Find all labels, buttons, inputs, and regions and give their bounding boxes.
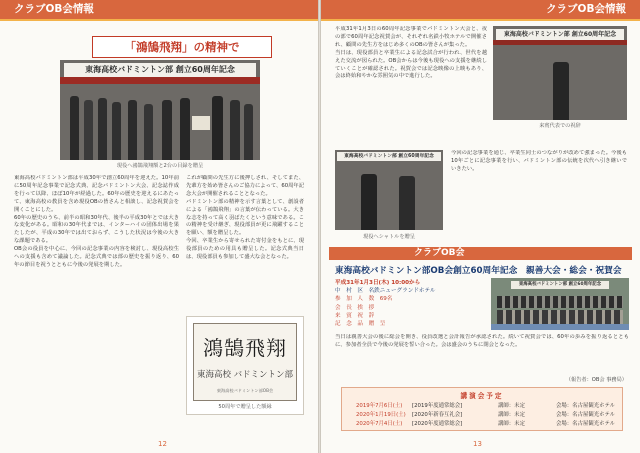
right-photo2-caption: 現役へシャトルを贈呈 — [363, 234, 415, 240]
schedule-speaker: 講師：未定 — [498, 421, 525, 427]
left-headline: 「鴻鵠飛翔」の精神で — [124, 40, 240, 54]
right-header-band: クラブOB会情報 — [321, 0, 640, 19]
schedule-venue: 会場：名古屋観光ホテル — [556, 403, 616, 409]
body-paragraph: 今回の記念事業を通じ、卒業生同士のつながりが改めて強まった。今後も10年ごとに記念事業を行い、バドミントン部の伝統を次代へ引き継いでいきたい。 — [451, 150, 627, 172]
person-figure — [84, 100, 93, 160]
left-photo-caption: 現役へ鴻鵠飛翔額と2台の目録を贈呈 — [116, 163, 204, 169]
schedule-venue: 会場：名古屋観光ホテル — [556, 421, 616, 427]
group-row-front — [497, 310, 623, 324]
person-figure — [361, 174, 377, 230]
right-photo1-caption: 来賓代表での祝辞 — [539, 123, 581, 129]
body-paragraph: 平成31年1月3日の60周年記念事業でバドミントン大会と、夜の部で60周年記念祝賀会が、それぞれ名鉄小牧ホテルで開催され、顧問の先生方をはじめ多くのOBの皆さんが集った。 — [335, 26, 487, 48]
calligraphy-frame — [186, 316, 304, 415]
body-paragraph: OB会の役員を中心に、今回の記念事業の内容を検討し、現役高校生への支援も含めて議論した。記念式典では部の歴史を振り返り、60年の節目を祝うとともに今後の発展を期した。 — [14, 246, 179, 268]
person-figure — [70, 96, 79, 160]
right-report-text — [335, 334, 629, 374]
schedule-row — [356, 410, 615, 418]
person-figure — [144, 104, 153, 160]
event-gift: 記 念 品 贈 呈 — [335, 321, 386, 328]
left-page-number: 12 — [158, 440, 167, 448]
schedule-row — [356, 401, 615, 409]
left-header-band: クラブOB会情報 — [0, 0, 318, 19]
body-paragraph: 今回、卒業生から寄せられた寄付金をもとに、現役部員のための用具も贈呈した。記念式典当日は、現役部員も参加して盛大な会となった。 — [186, 238, 304, 261]
left-photo-banner: 東海高校バドミントン部 創立60周年記念 — [64, 63, 256, 77]
section-band: クラブOB会 — [329, 247, 632, 260]
body-paragraph: 東海高校バドミントン部は平成30年で創立60周年を迎えた。10年前に50周年記念事業で記念式典、記念バドミントン大会、記念誌作成を行って以降、ほぼ10年が経過した。60年の歴史を迎えるにあたって、東海高校の教員を含め現役OBの皆さんと相談し、記念祝賀会を開くことにした。 — [14, 175, 179, 213]
right-group-photo — [491, 278, 629, 330]
person-figure — [162, 100, 172, 160]
report-paragraph: 当日は親善大会の後に総会を開き、役員改選と会計報告が承認された。続いて祝賀会では、60年の歩みを振り返るとともに、参加者全員で今後の発展を誓い合った。会は盛会のうちに閉会となった。 — [335, 334, 629, 348]
schedule-date: 2019年7月6日(土) — [356, 403, 403, 409]
curtain — [60, 77, 260, 84]
schedule-date: 2020年1月19日(土) — [356, 412, 406, 418]
right-photo-speaker — [493, 26, 627, 120]
right-page — [321, 0, 640, 453]
schedule-box — [341, 387, 623, 431]
event-venue: 中 村 区 名鉄ニューグランドホテル — [335, 288, 436, 295]
schedule-event: [2020年度通常総会] — [412, 421, 463, 427]
left-body-column-2 — [186, 175, 304, 313]
right-photo2-banner: 東海高校バドミントン部 創立60周年記念 — [337, 152, 441, 161]
carpet — [491, 324, 629, 330]
speaker-figure — [553, 62, 569, 120]
calligraphy-main-text: 鴻鵠飛翔 — [203, 336, 287, 360]
schedule-speaker: 講師：未定 — [498, 412, 525, 418]
right-page-number: 13 — [473, 440, 482, 448]
person-figure — [128, 100, 137, 160]
person-figure — [180, 98, 190, 160]
schedule-speaker: 講師：未定 — [498, 403, 525, 409]
event-info — [335, 279, 485, 328]
schedule-date: 2020年7月4日(土) — [356, 421, 403, 427]
body-paragraph: バドミントン部の精神を示す言葉として、創設者による「鴻鵠飛翔」の言葉が伝わっている。大きな志を持って高く羽ばたくという意味である。この精神を受け継ぎ、現役部員が更に飛躍することを願い、額を贈呈した。 — [186, 198, 304, 237]
calligraphy-small-text: 東海高校バドミントン部OB会 — [216, 388, 274, 393]
headline-box — [92, 36, 272, 58]
person-figure — [98, 98, 107, 160]
body-paragraph: 60年の歴史のうち、前半の昭和30年代、後半の平成30年とでは大きな変化がある。昭和の30年代までは、インターハイの団体出場を果たしたが、平成の30年では出ておらず、こうした状況は今後の大きな課題である。 — [14, 214, 179, 245]
schedule-event: [2019年度通常総会] — [412, 403, 463, 409]
left-page — [0, 0, 318, 453]
right-top-text — [335, 26, 487, 144]
person-figure — [399, 176, 415, 230]
person-figure — [244, 104, 253, 160]
curtain — [493, 40, 627, 45]
group-row-back — [497, 296, 623, 308]
presented-frame — [192, 116, 210, 130]
body-paragraph: これが顧問の先生方に後押しされ、そしてまた、先輩方を始め皆さんのご協力によって、60周年記念大会が開催されることとなった。 — [186, 175, 304, 197]
person-figure — [212, 96, 223, 160]
right-mid-text — [451, 150, 627, 238]
event-greeting: 会 長 挨 拶 — [335, 304, 375, 311]
body-paragraph: 当日は、現役部員と卒業生による記念試合が行われ、世代を越えた交流が図られた。OB会からは今後も現役への支援を継続していくことが確認された。祝賀会では記念映像の上映もあり、会は終始和やかな雰囲気の中で進行した。 — [335, 49, 487, 80]
person-figure — [230, 100, 240, 160]
calligraphy-caption: 50周年で贈呈した額縁 — [218, 404, 272, 410]
schedule-row — [356, 419, 615, 427]
schedule-title: 講演会予定 — [460, 392, 504, 400]
report-footer: （報告者：OB会 事務局） — [565, 377, 627, 383]
calligraphy-panel — [193, 323, 297, 401]
schedule-event: [2020年新春互礼会] — [412, 412, 463, 418]
left-body-column-1 — [14, 175, 179, 440]
event-participants: 参 加 人 数 69名 — [335, 296, 393, 303]
section-title: 東海高校バドミントン部OB会創立60周年記念 親善大会・総会・祝賀会 — [335, 266, 622, 276]
event-date: 平成31年1月3日(木) 10:00から — [335, 280, 421, 286]
right-header-stripe — [321, 19, 640, 21]
right-photo3-banner: 東海高校バドミントン部 創立60周年記念 — [511, 281, 609, 289]
event-guest-speech: 来 賓 祝 辞 — [335, 312, 375, 319]
calligraphy-sub-text: 東海高校 バドミントン部 — [196, 370, 294, 380]
left-header-stripe — [0, 19, 318, 21]
left-event-photo — [60, 60, 260, 160]
right-photo1-banner: 東海高校バドミントン部 創立60周年記念 — [496, 29, 624, 40]
person-figure — [112, 102, 121, 160]
schedule-venue: 会場：名古屋観光ホテル — [556, 412, 616, 418]
right-photo-presentation — [335, 150, 443, 230]
